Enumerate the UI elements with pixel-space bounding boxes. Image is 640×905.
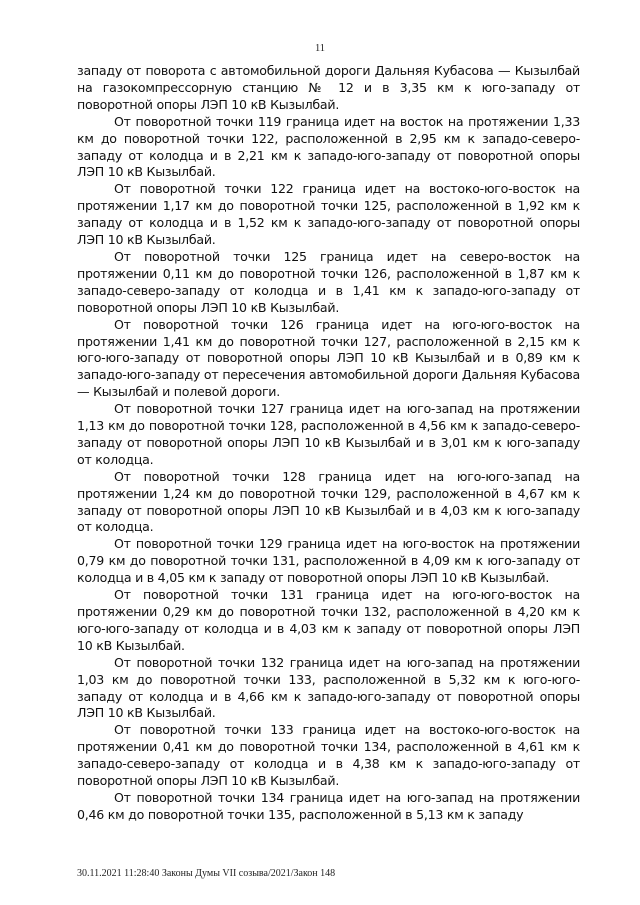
paragraph: От поворотной точки 119 граница идет на восток на протяжении 1,33 км до поворотной точки 122, расположенной в 2,95 км к западо-северо-западу от колодца и в 2,21 км к западо-юго-западу от поворотной опоры ЛЭП 10 кВ Кызылбай.	[77, 113, 580, 180]
paragraph: От поворотной точки 131 граница идет на юго-юго-восток на протяжении 0,29 км до поворотной точки 132, расположенной в 4,20 км к юго-юго-западу от колодца и в 4,03 км к западу от поворотной опоры ЛЭП 10 кВ Кызылбай.	[77, 587, 580, 653]
paragraph: От поворотной точки 132 граница идет на юго-запад на протяжении 1,03 км до поворотной точки 133, расположенной в 5,32 км к юго-юго-западу от колодца и в 4,66 км к западо-юго-западу от поворотной опоры ЛЭП 10 кВ Кызылбай.	[77, 654, 580, 721]
paragraph: От поворотной точки 129 граница идет на юго-восток на протяжении 0,79 км до поворотной точки 131, расположенной в 4,09 км к юго-западу от колодца и в 4,05 км к западу от поворотной опоры ЛЭП 10 кВ Кызылбай.	[77, 536, 580, 586]
page-number: 11	[314, 43, 326, 54]
paragraph: От поворотной точки 126 граница идет на юго-юго-восток на протяжении 1,41 км до поворотной точки 127, расположенной в 2,15 км к юго-юго-западу от поворотной опоры ЛЭП 10 кВ Кызылбай и в 0,89 км к западо-юго-западу от пересечения автомобильной дороги Дальняя Кубасова — Кызылбай и полевой дороги.	[77, 316, 580, 400]
paragraph: От поворотной точки 133 граница идет на востоко-юго-восток на протяжении 0,41 км до поворотной точки 134, расположенной в 4,61 км к западо-северо-западу от колодца и в 4,38 км к западо-юго-западу от поворотной опоры ЛЭП 10 кВ Кызылбай.	[77, 722, 580, 789]
paragraph: От поворотной точки 134 граница идет на юго-запад на протяжении 0,46 км до поворотной точки 135, расположенной в 5,13 км к западу	[77, 789, 580, 822]
paragraph: От поворотной точки 127 граница идет на юго-запад на протяжении 1,13 км до поворотной точки 128, расположенной в 4,56 км к западо-северо-западу от поворотной опоры ЛЭП 10 кВ Кызылбай и в 3,01 км к юго-западу от колодца.	[77, 401, 580, 467]
paragraph: От поворотной точки 128 граница идет на юго-юго-запад на протяжении 1,24 км до поворотной точки 129, расположенной в 4,67 км к западу от поворотной опоры ЛЭП 10 кВ Кызылбай и в 4,03 км к юго-западу от колодца.	[77, 468, 580, 535]
paragraph: западу от поворота с автомобильной дороги Дальняя Кубасова — Кызылбай на газокомпрессорную станцию № 12 и в 3,35 км к юго-западу от поворотной опоры ЛЭП 10 кВ Кызылбай.	[77, 63, 580, 112]
document-footer: 30.11.2021 11:28:40 Законы Думы VII созыва/2021/Закон 148	[77, 868, 336, 879]
paragraph: От поворотной точки 125 граница идет на северо-восток на протяжении 0,11 км до поворотной точки 126, расположенной в 1,87 км к западо-северо-западу от колодца и в 1,41 км к западо-юго-западу от поворотной опоры ЛЭП 10 кВ Кызылбай.	[77, 248, 580, 315]
paragraph: От поворотной точки 122 граница идет на востоко-юго-восток на протяжении 1,17 км до поворотной точки 125, расположенной в 1,92 км к западу от колодца и в 1,52 км к западо-юго-западу от поворотной опоры ЛЭП 10 кВ Кызылбай.	[77, 181, 580, 248]
document-body	[77, 63, 580, 824]
